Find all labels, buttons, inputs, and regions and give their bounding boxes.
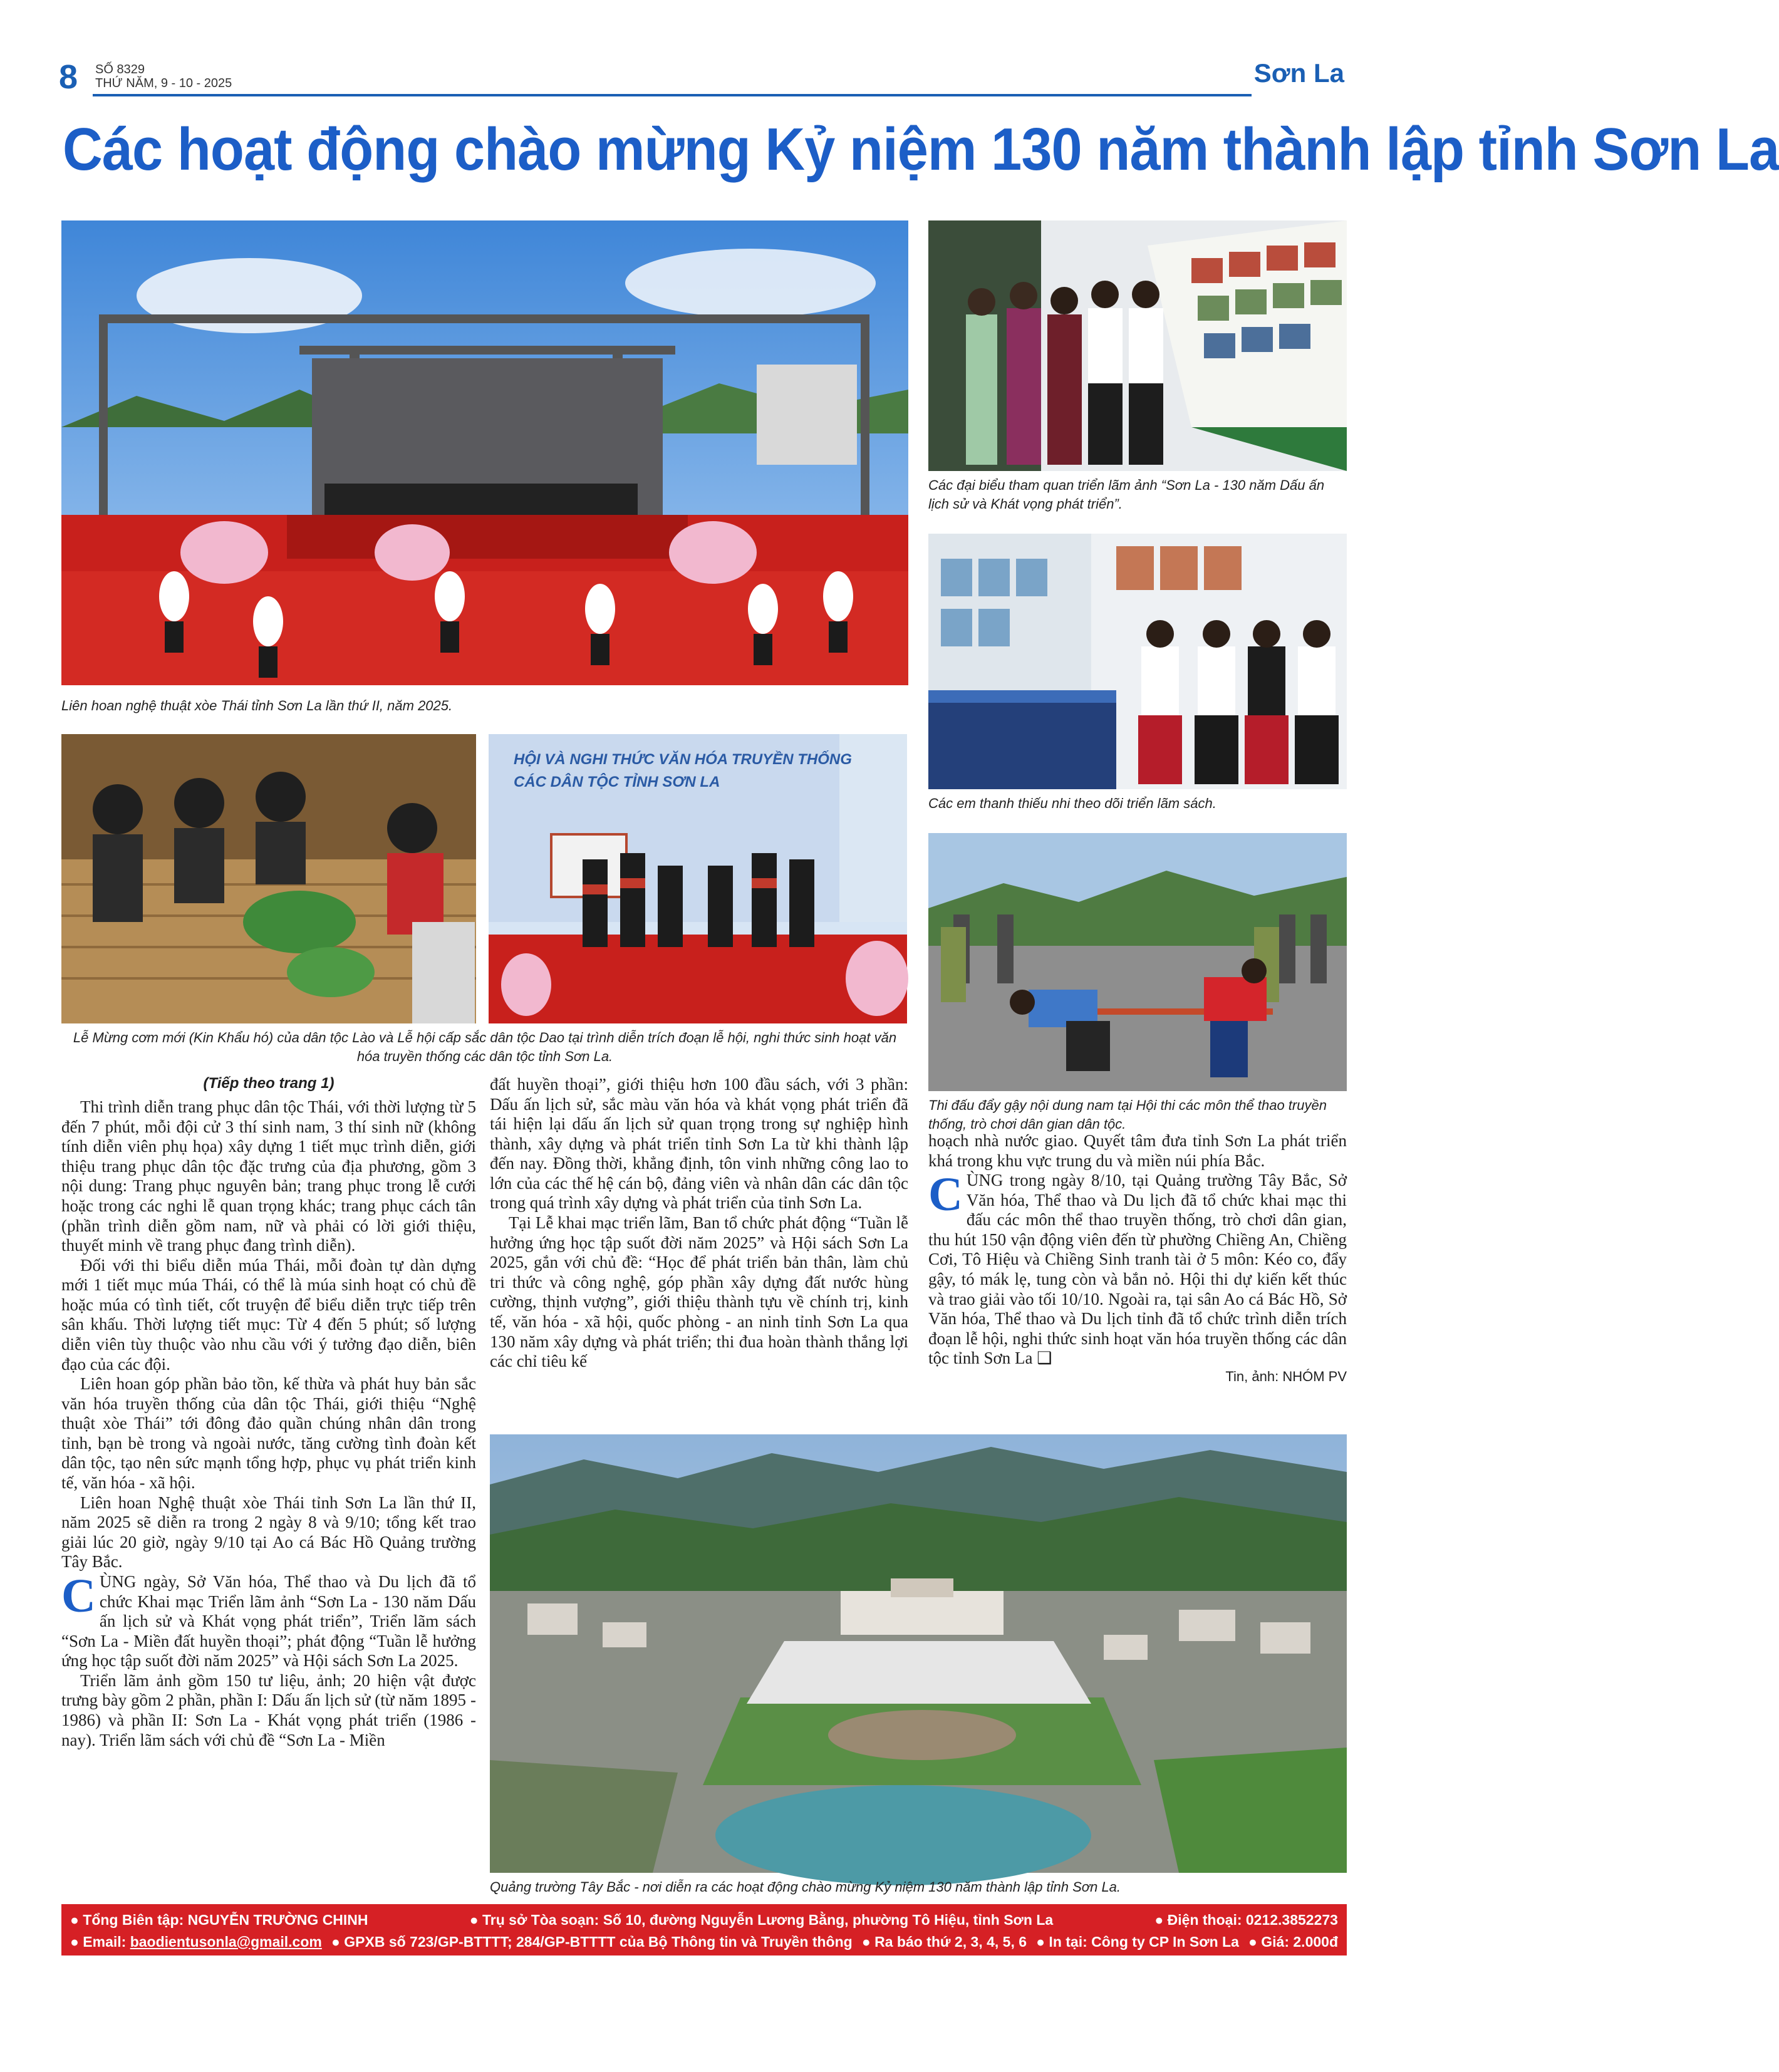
banner-line-1: HỘI VÀ NGHI THỨC VĂN HÓA TRUYỀN THỐNG: [514, 751, 852, 768]
banner-line-2: CÁC DÂN TỘC TỈNH SƠN LA: [514, 774, 720, 790]
dropcap-letter: C: [928, 1168, 963, 1221]
footer-office: ● Trụ sở Tòa soạn: Số 10, đường Nguyễn Lương Bằng, phường Tô Hiệu, tỉnh Sơn La: [469, 1912, 1054, 1928]
footer-printer: ● In tại: Công ty CP In Sơn La: [1036, 1933, 1239, 1950]
youth-caption: Các em thanh thiếu nhi theo dõi triển lãm sách.: [928, 795, 1216, 811]
festival-caption: Liên hoan nghệ thuật xòe Thái tỉnh Sơn La lần thứ II, năm 2025.: [61, 698, 453, 713]
footer-row-1: [70, 1909, 1338, 1931]
dropcap-paragraph: [928, 1168, 1347, 1369]
stick-pushing-photo: [928, 833, 1347, 1091]
paragraph: Liên hoan Nghệ thuật xòe Thái tỉnh Sơn La lần thứ II, năm 2025 sẽ diễn ra trong 2 ngày 8 và 9/10; tổng kết trao giải lúc 20 giờ, ngày 9/10 tại Ao cá Bác Hồ Quảng trường Tây Bắc.: [61, 1493, 476, 1572]
dropcap-paragraph: [61, 1569, 476, 1671]
square-caption: Quảng trường Tây Bắc - nơi diễn ra các hoạt động chào mừng Kỷ niệm 130 năm thành lập tỉnh Sơn La.: [490, 1879, 1121, 1895]
footer-info-bar: [61, 1904, 1347, 1955]
header-rule: [93, 94, 1252, 96]
harvest-ritual-photo: [61, 734, 476, 1023]
issue-number: SỐ 8329: [95, 63, 145, 76]
footer-editor: ● Tổng Biên tập: NGUYỄN TRƯỜNG CHINH: [70, 1912, 368, 1928]
paragraph: Tại Lễ khai mạc triển lãm, Ban tổ chức phát động “Tuần lễ hưởng ứng học tập suốt đời năm 2025” và Hội sách Sơn La 2025, gắn với chủ đề: “Học để phát triển bản thân, làm chủ tri thức và công nghệ, góp phần xây dựng đất nước hùng cường, thịnh vượng”, giới thiệu thành tựu về chính trị, kinh tế, văn hóa - xã hội, quốc phòng - an ninh tỉnh Sơn La qua 130 năm xây dựng và phát triển; thi đua hoàn thành thắng lợi các chỉ tiêu kế: [490, 1213, 908, 1371]
footer-schedule: ● Ra báo thứ 2, 3, 4, 5, 6: [861, 1933, 1027, 1950]
article-column-1: [61, 1075, 476, 1877]
section-name: Sơn La: [1253, 58, 1344, 88]
footer-row-2: [70, 1931, 1338, 1953]
delegates-caption: Các đại biểu tham quan triển lãm ảnh “Sơn La - 130 năm Dấu ấn lịch sử và Khát vọng phát triển”.: [928, 477, 1325, 512]
paragraph: hoạch nhà nước giao. Quyết tâm đưa tỉnh Sơn La phát triển khá trong khu vực trung du và miền núi phía Bắc.: [928, 1131, 1347, 1170]
dropcap-text: ÙNG trong ngày 8/10, tại Quảng trường Tây Bắc, Sở Văn hóa, Thể thao và Du lịch đã tổ chức khai mạc thi đấu các môn thể thao truyền thống, trò chơi dân gian, thu hút 150 vận động viên đến từ phường Chiềng An, Chiềng Cơi, Tô Hiệu và Chiềng Sinh tranh tài ở 5 môn: Kéo co, đẩy gậy, tó mák lẹ, tung còn và bắn nỏ. Hội thi dự kiến kết thúc và trao giải vào tối 10/10. Ngoài ra, tại sân Ao cá Bác Hồ, Sở Văn hóa, Thể thao và Du lịch tỉnh đã tổ chức trình diễn trích đoạn lễ hội, nghi thức sinh hoạt văn hóa truyền thống các dân tộc tỉnh Sơn La ❑: [928, 1171, 1347, 1368]
issue-date: THỨ NĂM, 9 - 10 - 2025: [95, 76, 232, 90]
delegates-photo: [928, 220, 1347, 471]
article-column-2: [490, 1075, 908, 1426]
issue-info: [95, 63, 232, 90]
paragraph: Liên hoan góp phần bảo tồn, kế thừa và phát huy bản sắc văn hóa truyền thống của dân tộc Thái, giới thiệu “Nghệ thuật xòe Thái” tới đông đảo quần chúng nhân dân trong tỉnh, bạn bè trong và ngoài nước, tăng cường tình đoàn kết dân tộc, tạo nên sức mạnh tổng hợp, phục vụ phát triển kinh tế, văn hóa - xã hội.: [61, 1374, 476, 1493]
paragraph: Thi trình diễn trang phục dân tộc Thái, với thời lượng từ 5 đến 7 phút, mỗi đội cử 3 thí sinh nam, 3 thí sinh nữ (không tính diễn viên phụ họa) xây dựng 1 tiết mục trình diễn, giới thiệu trang phục dân tộc đặc trưng của địa phương, gồm 3 nội dung: Trang phục nguyên bản; trang phục trong lễ cưới hoặc trong các nghi lễ quan trọng khác; trang phục cách tân (phần trình diễn gồm nam, nữ và phải có lời giới thiệu, thuyết minh về trang phục đang trình diễn).: [61, 1097, 476, 1255]
paragraph: đất huyền thoại”, giới thiệu hơn 100 đầu sách, với 3 phần: Dấu ấn lịch sử, sắc màu văn hóa và khát vọng phát triển đã tái hiện lại dấu ấn lịch sử quan trọng trong sự nghiệp hình thành, xây dựng và phát triển tỉnh Sơn La từ khi thành lập đến nay. Đồng thời, khẳng định, tôn vinh những công lao to lớn của các thế hệ cán bộ, đảng viên và nhân dân các dân tộc trong quá trình xây dựng và phát triển của tỉnh Sơn La.: [490, 1075, 908, 1213]
article-column-3: [928, 1131, 1347, 1426]
continued-note: (Tiếp theo trang 1): [203, 1075, 335, 1092]
sport-caption: Thi đấu đẩy gậy nội dung nam tại Hội thi các môn thể thao truyền thống, trò chơi dân gian dân tộc.: [928, 1097, 1327, 1132]
youth-photo: [928, 534, 1347, 789]
dropcap-letter: C: [61, 1569, 96, 1622]
headline: Các hoạt động chào mừng Kỷ niệm 130 năm thành lập tỉnh Sơn La: [63, 116, 1779, 183]
paragraph: Triển lãm ảnh gồm 150 tư liệu, ảnh; 20 hiện vật được trưng bày gồm 2 phần, phần I: Dấu ấn lịch sử (từ năm 1895 - 1986) và phần II: Sơn La - Khát vọng phát triển (1986 - nay). Triển lãm sách với chủ đề “Sơn La - Miền: [61, 1671, 476, 1749]
dropcap-text: ÙNG ngày, Sở Văn hóa, Thể thao và Du lịch đã tổ chức Khai mạc Triển lãm ảnh “Sơn La - 130 năm Dấu ấn lịch sử và Khát vọng phát triển”, Triển lãm sách “Sơn La - Miền đất huyền thoại”; phát động “Tuần lễ hưởng ứng học tập suốt đời năm 2025” và Hội sách Sơn La 2025.: [61, 1572, 476, 1671]
footer-email-label: ● Email:: [70, 1933, 130, 1950]
credit: Tin, ảnh: NHÓM PV: [1225, 1368, 1347, 1384]
festival-photo: [61, 220, 908, 685]
square-aerial-photo: [490, 1434, 1347, 1873]
footer-phone: ● Điện thoại: 0212.3852273: [1154, 1912, 1338, 1928]
footer-price: ● Giá: 2.000đ: [1248, 1933, 1338, 1950]
page-number: 8: [59, 58, 78, 96]
footer-email-link[interactable]: baodientusonla@gmail.com: [130, 1933, 322, 1950]
rituals-caption: Lễ Mừng cơm mới (Kin Khẩu hó) của dân tộc Lào và Lễ hội cấp sắc dân tộc Dao tại trình diễn trích đoạn lễ hội, nghi thức sinh hoạt văn hóa truyền thống các dân tộc tỉnh Sơn La.: [73, 1030, 897, 1064]
dao-ceremony-photo: [489, 734, 907, 1023]
paragraph: Đối với thi biểu diễn múa Thái, mỗi đoàn tự dàn dựng mới 1 tiết mục múa Thái, có thể là múa sinh hoạt có chủ đề hoặc múa có tình tiết, cốt truyện để biểu diễn trực tiếp trên sân khấu. Thời lượng tiết mục: Từ 4 đến 5 phút; số lượng diễn viên tùy thuộc vào nhu cầu với ý tưởng đạo diễn, biên đạo của các đội.: [61, 1255, 476, 1374]
footer-email-group: [70, 1931, 322, 1953]
footer-license: ● GPXB số 723/GP-BTTTT; 284/GP-BTTTT của Bộ Thông tin và Truyền thông: [331, 1933, 853, 1950]
